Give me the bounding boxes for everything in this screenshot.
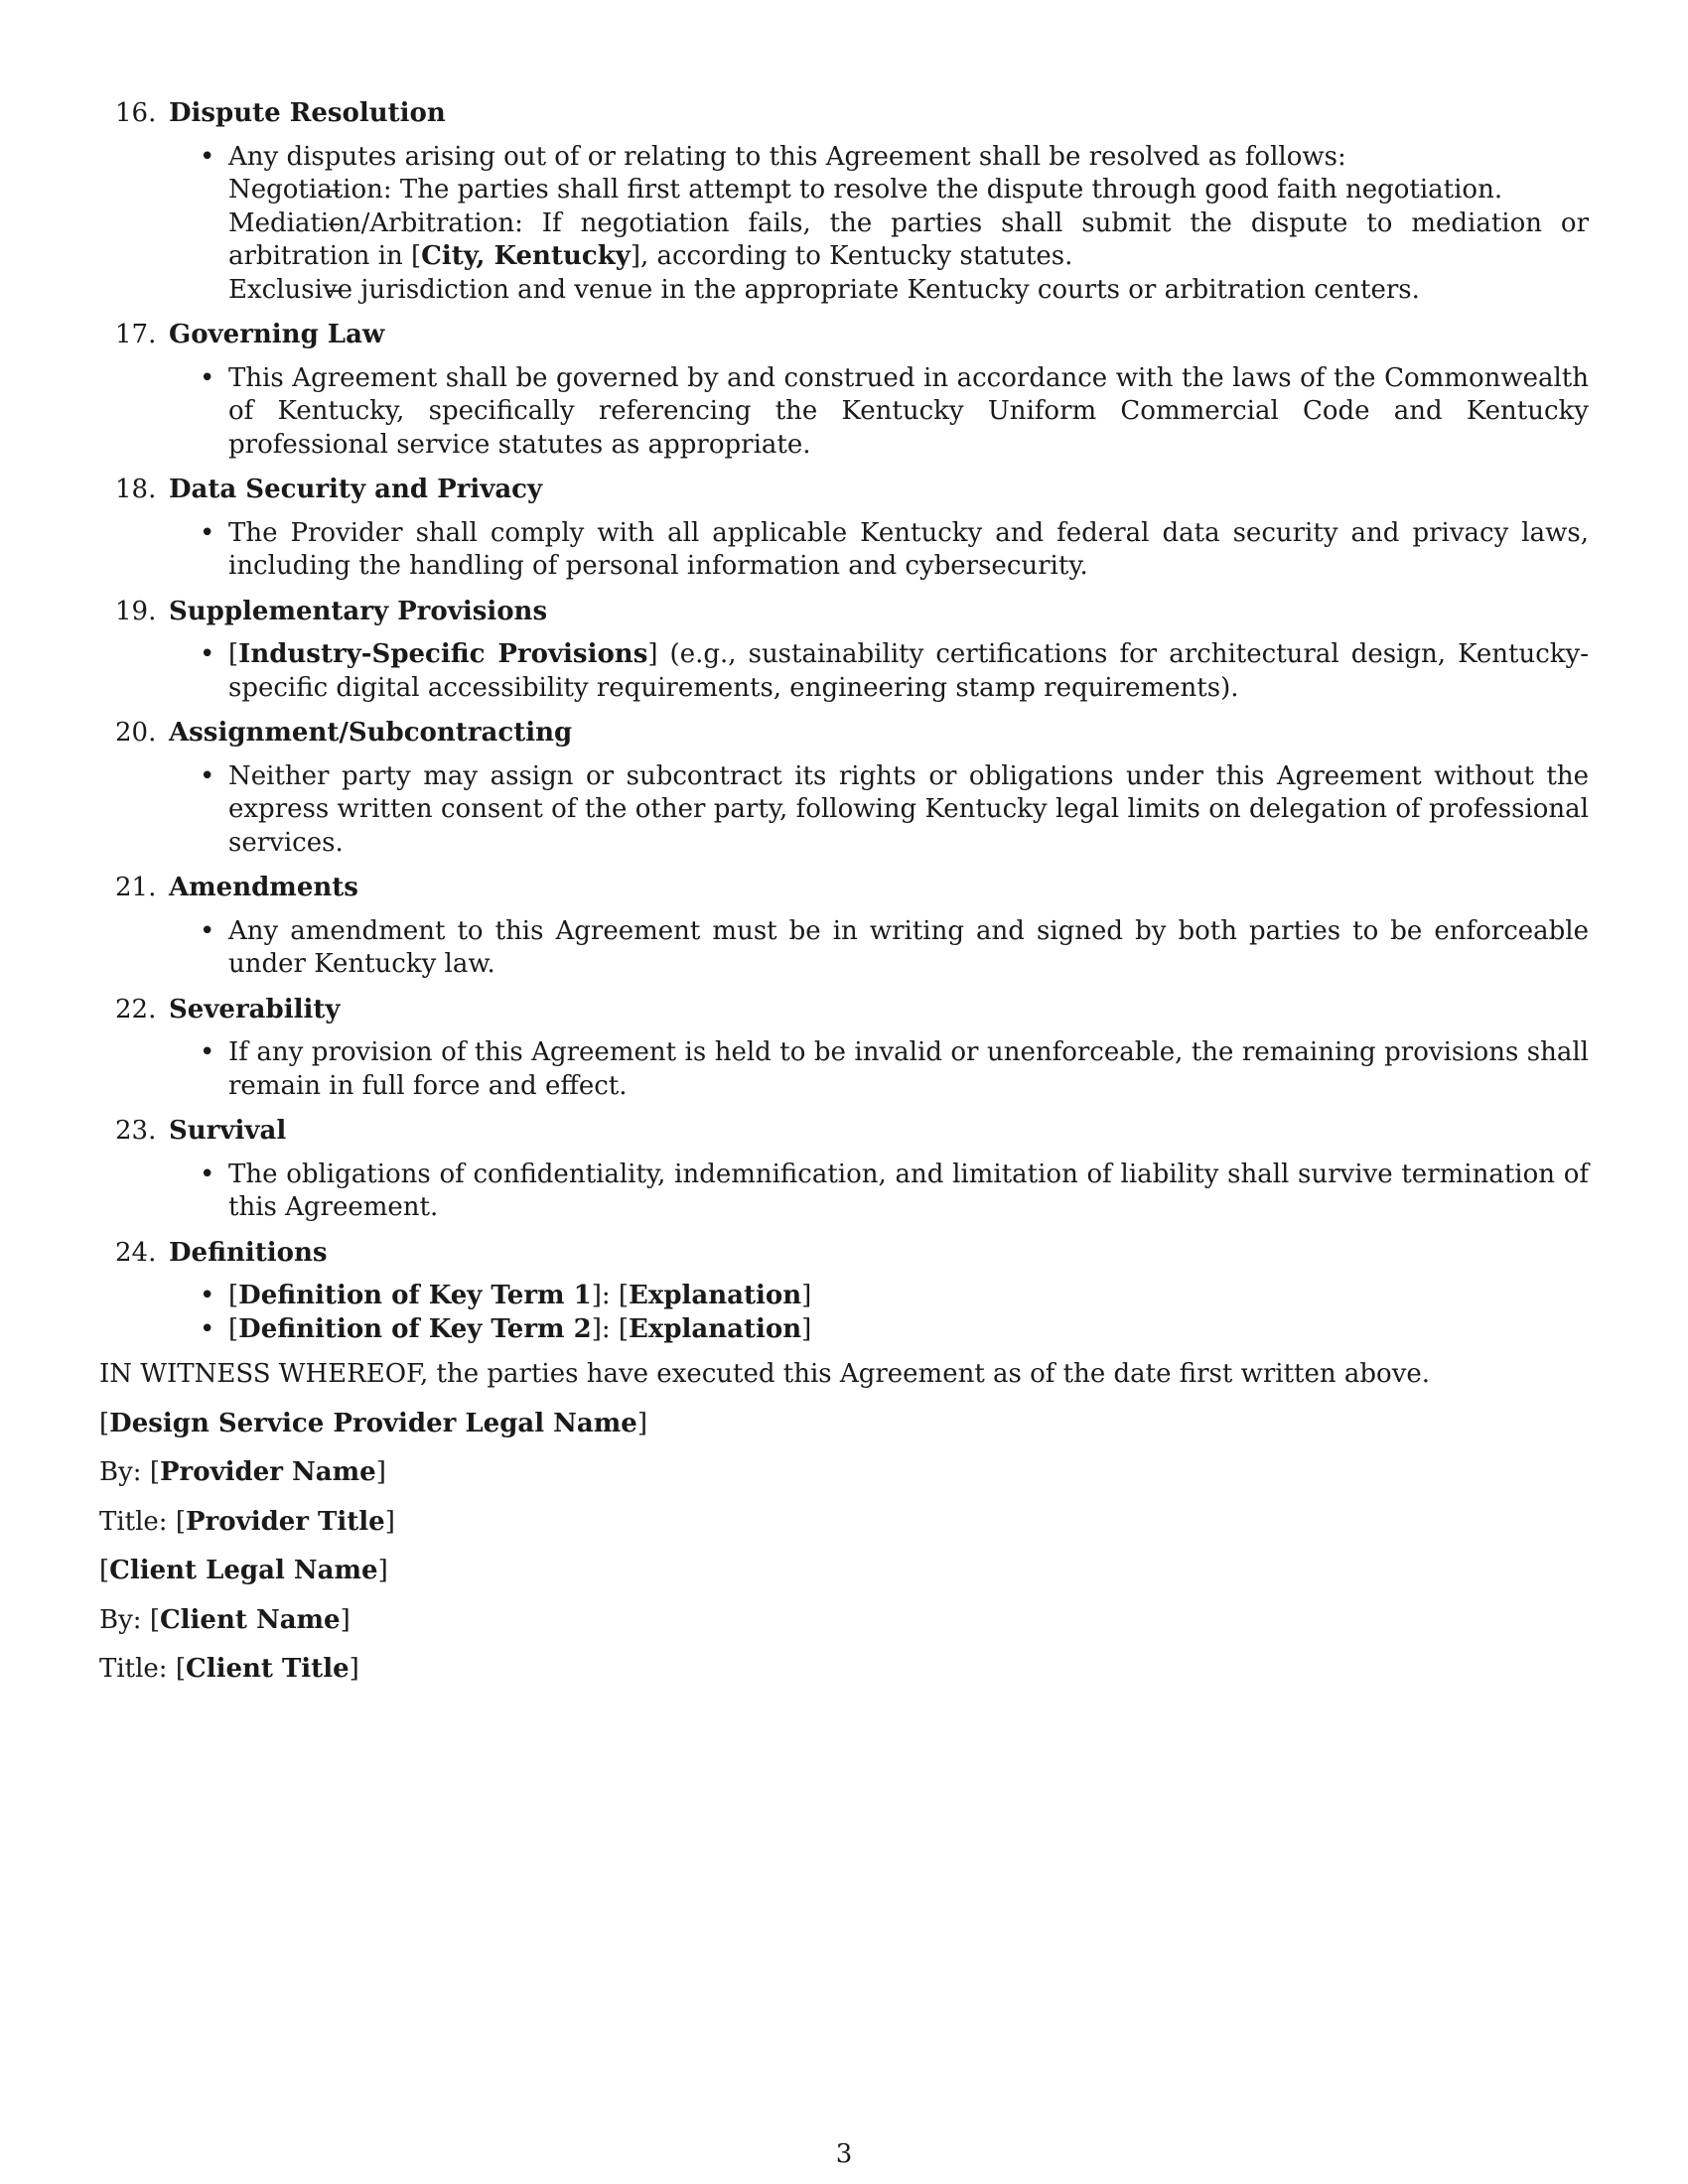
client-entity: Client Legal Name xyxy=(109,1556,378,1585)
sub-item-text: ], according to Kentucky statutes. xyxy=(630,241,1073,271)
bullet-item: • If any provision of this Agreement is held to be invalid or unenforceable, the remaining provisions shall remain in full force and effect. xyxy=(99,1036,1589,1103)
section-heading xyxy=(99,474,1589,507)
section-number: 23. xyxy=(115,1116,157,1146)
section-heading xyxy=(99,872,1589,905)
provider-title: Provider Title xyxy=(186,1506,385,1537)
bullet-text: Any disputes arising out of or relating to this Agreement shall be resolved as follows: xyxy=(228,141,1346,172)
signature-block xyxy=(99,1358,1589,1687)
section-title: Severability xyxy=(169,994,341,1024)
section-number: 19. xyxy=(115,596,157,626)
section-title: Definitions xyxy=(169,1237,328,1268)
provider-entity-line: [Design Service Provider Legal Name] xyxy=(99,1408,647,1438)
section-amendments xyxy=(99,872,1589,982)
section-heading xyxy=(99,319,1589,352)
bullet-item: • This Agreement shall be governed by and construed in accordance with the laws of the Commonwealth of Kentucky, specifically referencing the Kentucky Uniform Commercial Code and Kentucky professional service statutes as appropriate. xyxy=(99,362,1589,463)
provider-title-line: Title: [Provider Title] xyxy=(99,1506,395,1537)
title-label: Title: xyxy=(99,1506,168,1537)
section-title: Dispute Resolution xyxy=(169,98,446,128)
bullet-text: ] (e.g., sustainability certifications for architectural design, Kentucky-specific digital accessibility requirements, engineering stamp requirements). xyxy=(228,639,1589,703)
witness-statement: IN WITNESS WHEREOF, the parties have executed this Agreement as of the date first written above. xyxy=(99,1359,1431,1389)
placeholder-industry-provisions: Industry-Specific Provisions xyxy=(238,639,648,669)
section-number: 22. xyxy=(115,994,157,1024)
client-entity-line: [Client Legal Name] xyxy=(99,1556,388,1585)
document-body xyxy=(99,97,1589,1703)
placeholder-city: City, Kentucky xyxy=(421,241,631,271)
section-assignment xyxy=(99,717,1589,860)
sub-item-text: Exclusive jurisdiction and venue in the appropriate Kentucky courts or arbitration centers. xyxy=(228,274,1420,305)
section-number: 18. xyxy=(115,475,157,504)
section-number: 17. xyxy=(115,320,157,349)
section-title: Governing Law xyxy=(169,320,385,349)
provider-name: Provider Name xyxy=(159,1457,376,1487)
section-heading xyxy=(99,596,1589,629)
definition-explanation: Explanation xyxy=(629,1281,802,1310)
section-title: Survival xyxy=(169,1116,287,1146)
bullet-item: • Any amendment to this Agreement must be in writing and signed by both parties to be enforceable under Kentucky law. xyxy=(99,915,1589,982)
section-title: Assignment/Subcontracting xyxy=(169,718,573,748)
section-number: 24. xyxy=(115,1237,157,1268)
definition-term: Definition of Key Term 1 xyxy=(238,1281,592,1310)
title-label: Title: xyxy=(99,1654,168,1684)
client-by-line: By: [Client Name] xyxy=(99,1604,351,1635)
section-heading xyxy=(99,1115,1589,1149)
sub-item xyxy=(177,174,1589,207)
provider-by-line: By: [Provider Name] xyxy=(99,1457,386,1487)
section-title: Amendments xyxy=(169,873,358,902)
sub-item-text: Negotiation: The parties shall first attempt to resolve the dispute through good faith negotiation. xyxy=(228,175,1503,205)
definition-explanation: Explanation xyxy=(629,1313,802,1344)
section-title: Supplementary Provisions xyxy=(169,596,548,626)
section-heading xyxy=(99,717,1589,751)
definition-term: Definition of Key Term 2 xyxy=(238,1313,592,1344)
bullet-item: • [Industry-Specific Provisions] (e.g., sustainability certifications for architectural design, Kentucky-specific digital accessibility requirements, engineering stamp requirements). xyxy=(99,638,1589,705)
section-dispute-resolution xyxy=(99,97,1589,307)
section-definitions xyxy=(99,1237,1589,1347)
bullet-item: • The Provider shall comply with all applicable Kentucky and federal data security and privacy laws, including the handling of personal information and cybersecurity. xyxy=(99,517,1589,584)
section-heading xyxy=(99,1237,1589,1271)
by-label: By: xyxy=(99,1457,142,1487)
client-title-line: Title: [Client Title] xyxy=(99,1654,359,1684)
definition-item: • [Definition of Key Term 1]: [Explanation] xyxy=(99,1280,1589,1313)
bullet-item xyxy=(99,141,1589,308)
section-governing-law xyxy=(99,319,1589,462)
section-number: 21. xyxy=(115,873,157,902)
bullet-item: • The obligations of confidentiality, indemnification, and limitation of liability shall survive termination of this Agreement. xyxy=(99,1159,1589,1225)
definition-item: • [Definition of Key Term 2]: [Explanation] xyxy=(99,1313,1589,1347)
section-title: Data Security and Privacy xyxy=(169,475,543,504)
section-severability xyxy=(99,994,1589,1104)
provider-entity: Design Service Provider Legal Name xyxy=(109,1408,637,1438)
by-label: By: xyxy=(99,1604,142,1635)
bullet-item: • Neither party may assign or subcontract its rights or obligations under this Agreement without the express written consent of the other party, following Kentucky legal limits on delegation of professional services. xyxy=(99,760,1589,861)
sub-item xyxy=(177,207,1589,274)
sub-list xyxy=(228,174,1589,307)
sub-item xyxy=(177,274,1589,308)
section-heading xyxy=(99,994,1589,1027)
section-heading xyxy=(99,97,1589,131)
section-number: 16. xyxy=(115,98,157,128)
page-number: 3 xyxy=(835,2139,853,2169)
section-survival xyxy=(99,1115,1589,1225)
sub-item-text: Mediation/Arbitration: If negotiation fails, the parties shall submit the dispute to mediation or arbitration in [ xyxy=(228,207,1589,271)
section-number: 20. xyxy=(115,718,157,748)
client-name: Client Name xyxy=(159,1604,341,1635)
client-title: Client Title xyxy=(186,1654,350,1684)
section-data-security xyxy=(99,474,1589,584)
section-supplementary-provisions xyxy=(99,596,1589,706)
